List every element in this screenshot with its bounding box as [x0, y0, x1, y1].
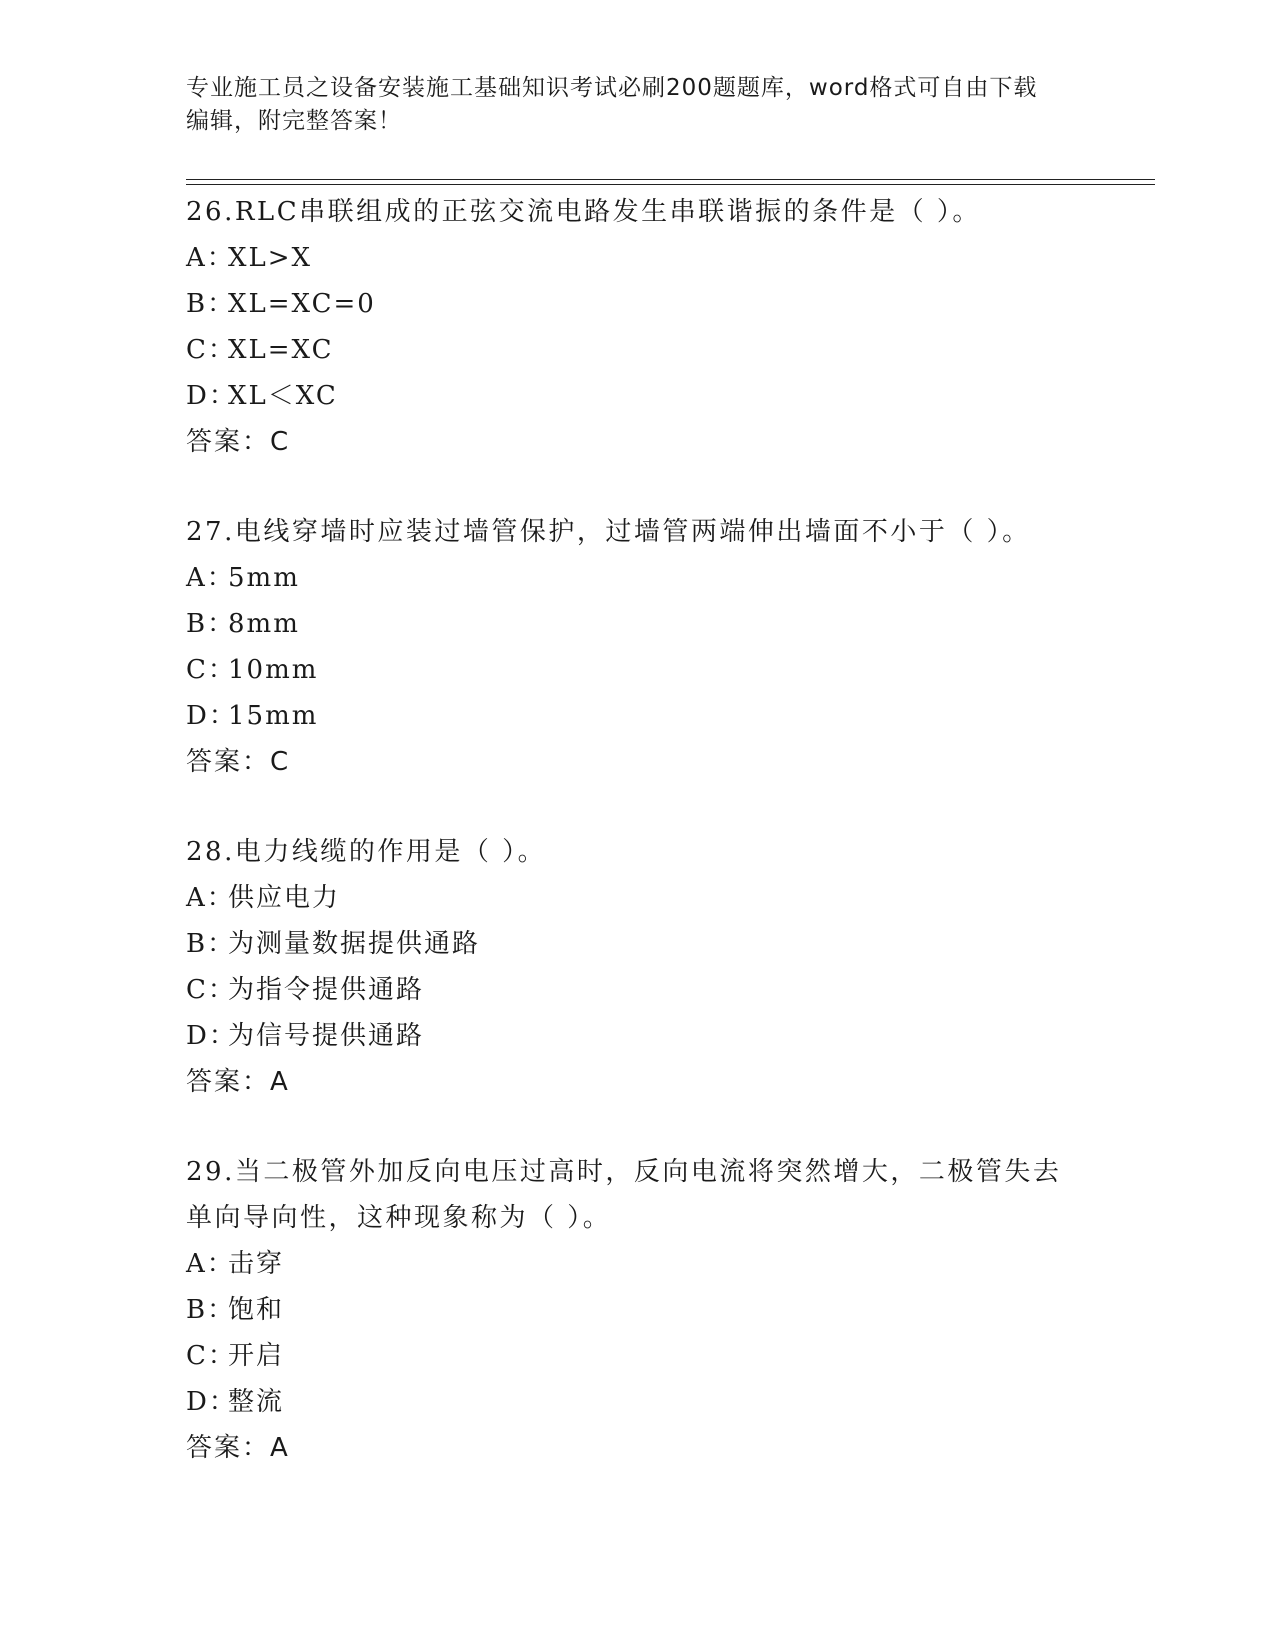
header-divider-bottom [186, 184, 1155, 185]
option-letter: C： [186, 335, 236, 365]
option-d [186, 1013, 1086, 1059]
option-letter: D： [186, 1387, 237, 1417]
option-c [186, 327, 1086, 373]
question-stem: 27.电线穿墙时应装过墙管保护，过墙管两端伸出墙面不小于（ ）。 [186, 517, 1031, 547]
header-divider-top [186, 179, 1155, 180]
question-stem: 26.RLC串联组成的正弦交流电路发生串联谐振的条件是（ ）。 [186, 197, 981, 227]
option-letter: C： [186, 975, 236, 1005]
option-text: 5mm [228, 563, 300, 593]
option-b [186, 921, 1086, 967]
option-letter: D： [186, 381, 237, 411]
option-letter: B： [186, 1295, 236, 1325]
header-title-line-1: 专业施工员之设备安装施工基础知识考试必刷200题题库，word格式可自由下载 [186, 75, 1038, 101]
option-b [186, 601, 1086, 647]
option-letter: A： [186, 1249, 235, 1279]
option-b [186, 281, 1086, 327]
option-d [186, 1379, 1086, 1425]
option-a [186, 875, 1086, 921]
option-b [186, 1287, 1086, 1333]
option-a [186, 235, 1086, 281]
option-text: 为指令提供通路 [228, 975, 425, 1005]
option-text: 开启 [228, 1341, 285, 1371]
option-letter: D： [186, 1021, 237, 1051]
option-text: XL>X [228, 243, 313, 273]
option-letter: B： [186, 289, 236, 319]
option-a [186, 555, 1086, 601]
answer-line: 答案：A [186, 1067, 290, 1097]
question-28 [186, 829, 1086, 1105]
option-letter: A： [186, 883, 235, 913]
option-d [186, 373, 1086, 419]
option-a [186, 1241, 1086, 1287]
answer-line: 答案：A [186, 1433, 290, 1463]
option-c [186, 647, 1086, 693]
option-text: XL=XC [228, 335, 334, 365]
option-text: 8mm [228, 609, 300, 639]
option-letter: A： [186, 243, 235, 273]
option-letter: B： [186, 929, 236, 959]
option-letter: C： [186, 1341, 236, 1371]
question-26 [186, 189, 1086, 465]
option-text: XL＜XC [228, 381, 338, 411]
option-text: 整流 [228, 1387, 285, 1417]
option-text: 为测量数据提供通路 [228, 929, 481, 959]
option-text: XL=XC=0 [228, 289, 376, 319]
question-stem: 28.电力线缆的作用是（ ）。 [186, 837, 547, 867]
question-27 [186, 509, 1086, 785]
option-letter: C： [186, 655, 236, 685]
option-letter: B： [186, 609, 236, 639]
option-text: 为信号提供通路 [228, 1021, 425, 1051]
option-letter: A： [186, 563, 235, 593]
header-title-line-2: 编辑，附完整答案！ [186, 108, 402, 134]
question-29 [186, 1149, 1086, 1471]
option-text: 饱和 [228, 1295, 285, 1325]
option-c [186, 967, 1086, 1013]
option-text: 15mm [228, 701, 319, 731]
question-stem-line-1: 29.当二极管外加反向电压过高时，反向电流将突然增大，二极管失去 [186, 1157, 1062, 1187]
document-header [186, 72, 1086, 138]
option-text: 供应电力 [228, 883, 341, 913]
answer-line: 答案：C [186, 427, 291, 457]
option-letter: D： [186, 701, 237, 731]
option-d [186, 693, 1086, 739]
question-stem-line-2: 单向导向性，这种现象称为（ ）。 [186, 1203, 612, 1233]
answer-line: 答案：C [186, 747, 291, 777]
option-c [186, 1333, 1086, 1379]
option-text: 10mm [228, 655, 319, 685]
option-text: 击穿 [228, 1249, 285, 1279]
